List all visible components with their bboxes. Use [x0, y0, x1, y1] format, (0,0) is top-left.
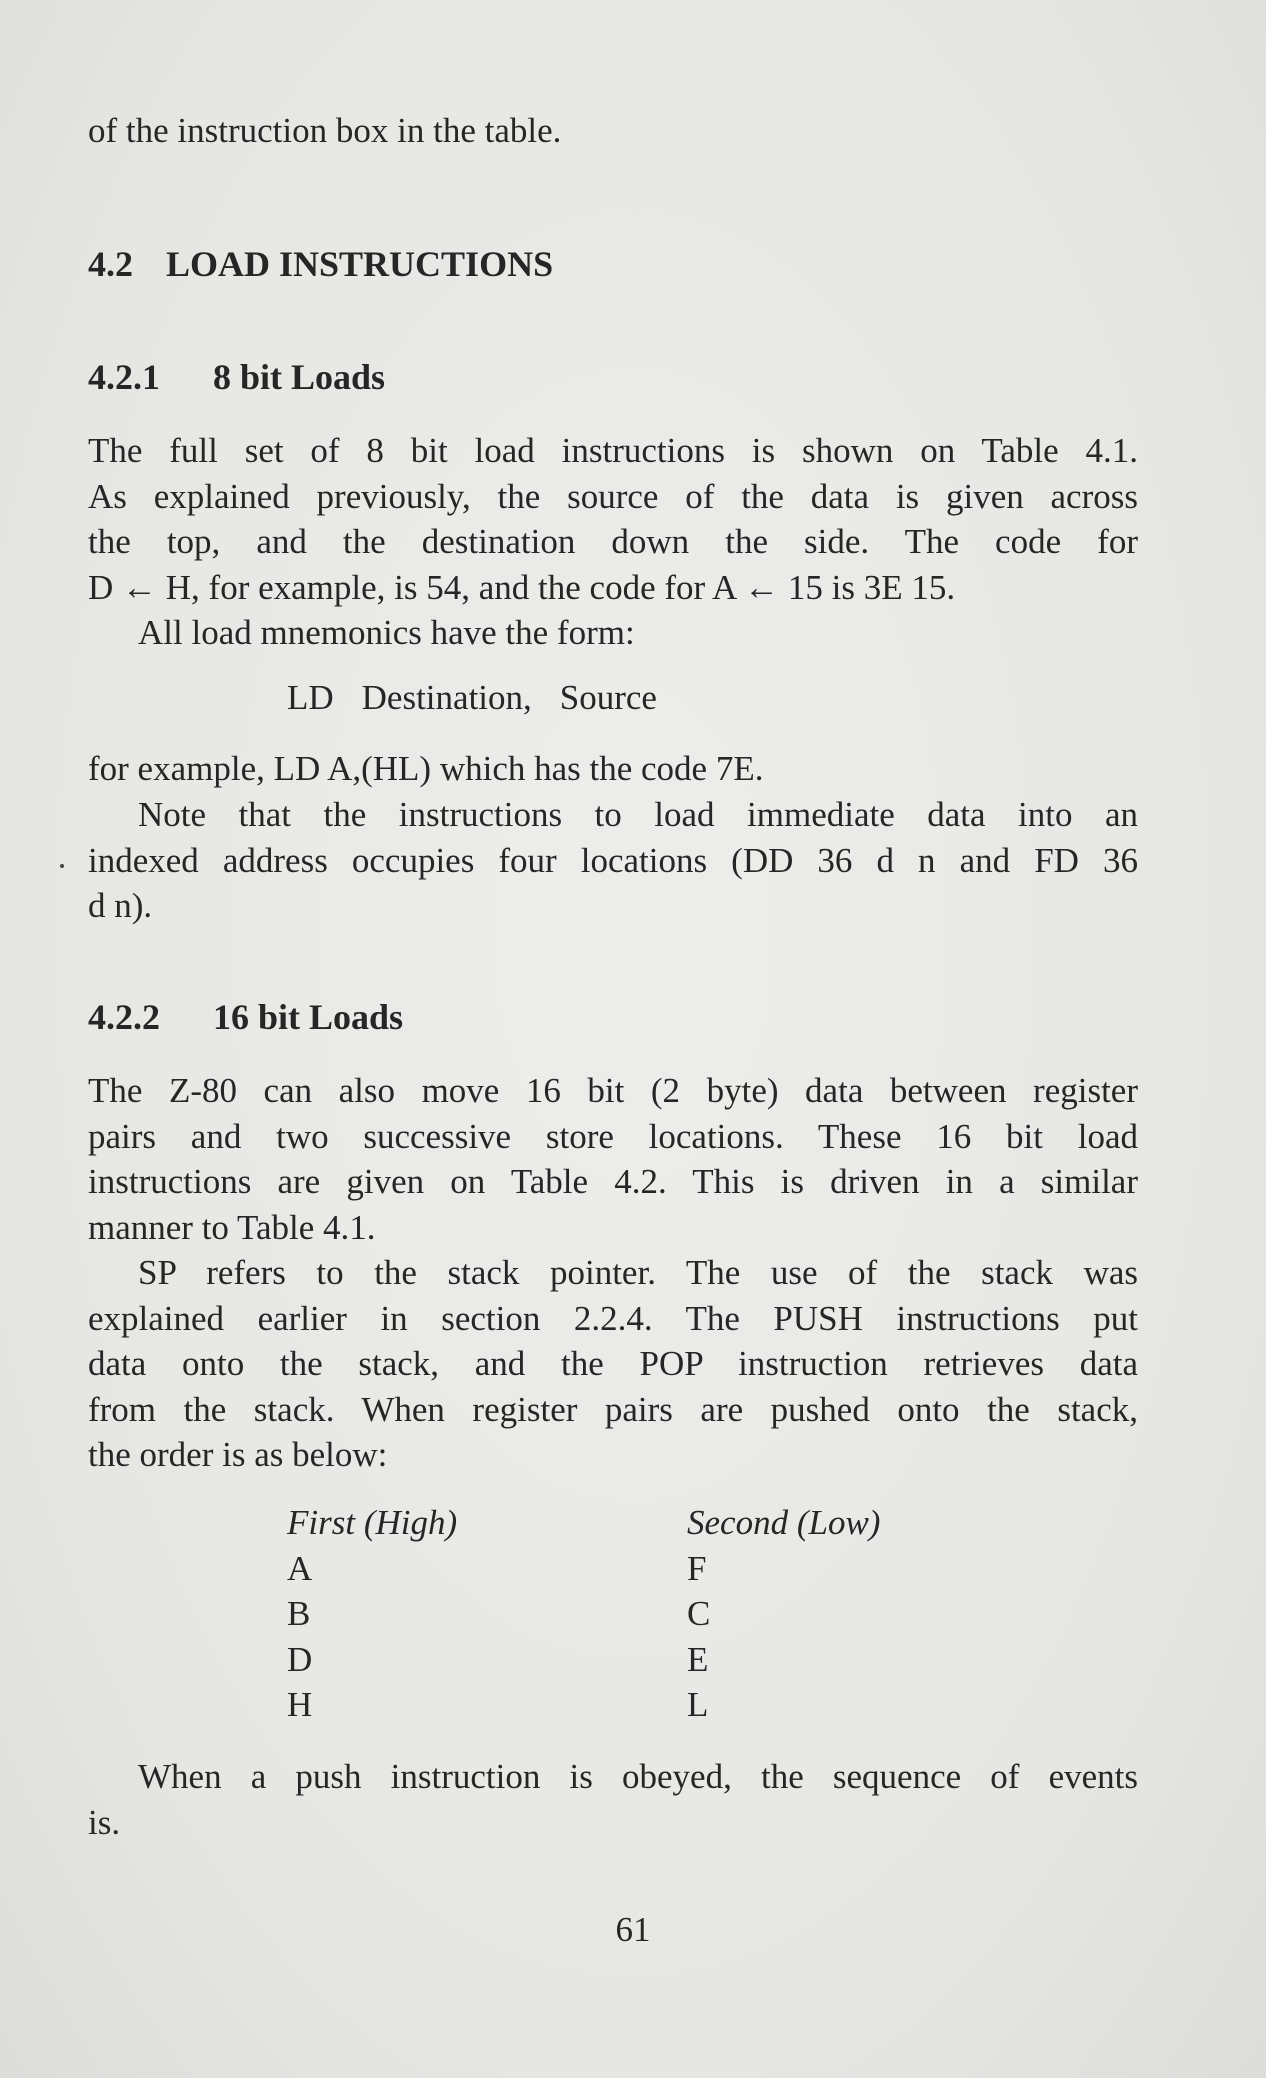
- paragraph-8bit-intro: The full set of 8 bit load instructions is shown on Table 4.1. As explained previously, the source of the data is given across the top, and the destination down the side. The code for D ← H, for example, is 54, and the code for A ← 15 is 3E 15.: [88, 431, 1138, 607]
- paragraph-stack: SP refers to the stack pointer. The use of the stack was explained earlier in section 2.2.4. The PUSH instructions put data onto the stack, and the POP instruction retrieves data from the stack. When register pairs are pushed onto the stack, the order is as below:: [88, 1253, 1138, 1474]
- column-header-high: First (High): [287, 1503, 458, 1542]
- paragraph-16bit-intro: The Z-80 can also move 16 bit (2 byte) data between register pairs and two successive store locations. These 16 bit load instructions are given on Table 4.2. This is driven in a similar manner to Table 4.1.: [88, 1071, 1138, 1247]
- table-column-low: [687, 1500, 880, 1728]
- table-cell: E: [687, 1639, 709, 1679]
- page-number: 61: [615, 1910, 651, 1949]
- subsection-heading-16bit: 4.2.2 16 bit Loads: [88, 997, 404, 1037]
- paragraph-push-sequence: When a push instruction is obeyed, the sequence of events is.: [88, 1757, 1138, 1842]
- table-column-high: [287, 1500, 457, 1728]
- paragraph-indexed-note: Note that the instructions to load immediate data into an indexed address occupies four locations (DD 36 d n and FD 36 d n).: [88, 795, 1138, 925]
- table-cell: C: [687, 1594, 711, 1633]
- table-cell: L: [687, 1685, 709, 1724]
- paragraph-mnemonic-form: All load mnemonics have the form:: [138, 613, 635, 652]
- table-cell: A: [287, 1548, 313, 1588]
- table-cell: F: [687, 1548, 707, 1588]
- print-speck: [60, 864, 64, 868]
- paragraph-example: for example, LD A,(HL) which has the code 7E.: [88, 749, 764, 788]
- continuation-text: of the instruction box in the table.: [88, 111, 562, 150]
- section-heading: 4.2 LOAD INSTRUCTIONS: [88, 244, 554, 284]
- table-cell: D: [287, 1639, 313, 1679]
- table-cell: B: [287, 1594, 311, 1633]
- column-header-low: Second (Low): [687, 1503, 881, 1542]
- mnemonic-form-example: LD Destination, Source: [287, 678, 657, 717]
- subsection-heading-8bit: 4.2.1 8 bit Loads: [88, 357, 386, 397]
- table-cell: H: [287, 1685, 313, 1724]
